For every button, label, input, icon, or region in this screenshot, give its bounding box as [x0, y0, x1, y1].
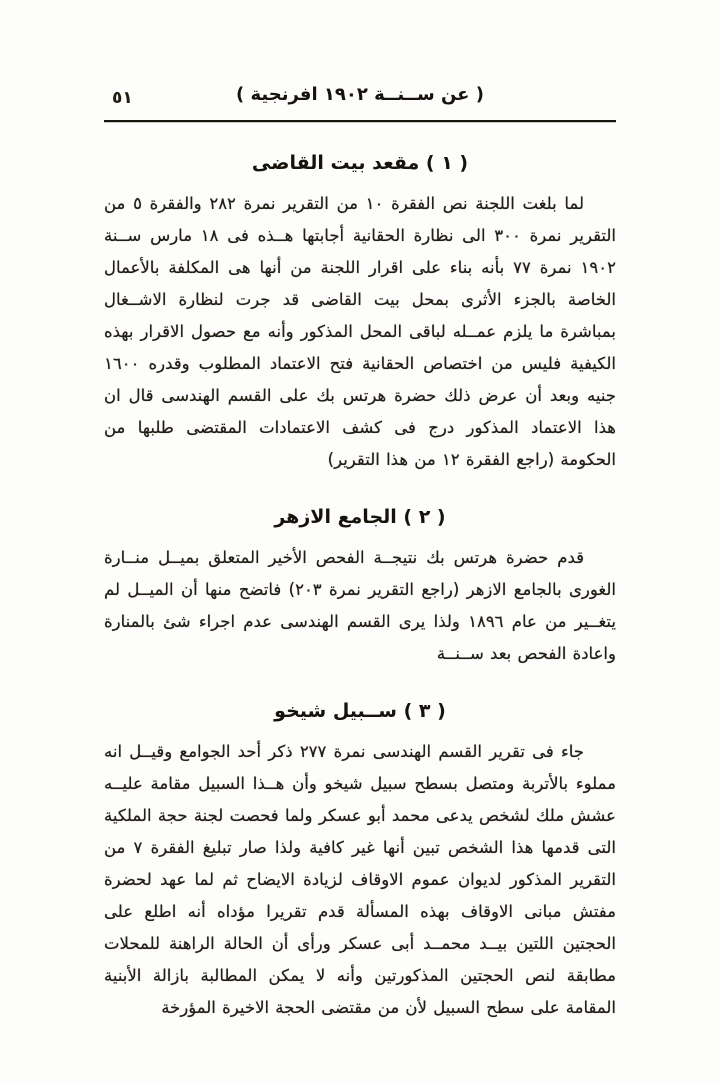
header-rule	[104, 120, 616, 122]
page-number: ٥١	[112, 88, 133, 108]
page-header	[104, 82, 616, 114]
section-2-paragraph: قدم حضرة هرتس بك نتيجــة الفحص الأخير المتعلق بميــل منــارة الغورى بالجامع الازهر (راجع التقرير نمرة ٢٠٣) فاتضح منها أن الميــل لم يتغــير من عام ١٨٩٦ ولذا يرى القسم الهندسى عدم اجراء شئ بالمنارة واعادة الفحص بعد ســنــة	[104, 548, 617, 663]
header-title: ( عن ســنــة ١٩٠٢ افرنجية )	[236, 84, 484, 105]
section-1-heading: ( ١ ) مقعد بيت القاضى	[251, 152, 469, 174]
section-3-paragraph: جاء فى تقرير القسم الهندسى نمرة ٢٧٧ ذكر أحد الجوامع وقيــل انه مملوء بالأتربة ومتصل بسطح سبيل شيخو وأن هــذا السبيل مقامة عليــه عشش ملك لشخص يدعى محمد أبو عسكر ولما فحصت لجنة حجة الملكية التى قدمها هذا الشخص تبين أنها غير كافية ولذا صار تبليغ الفقرة ٧ من التقرير المذكور لديوان عموم الاوقاف لزيادة الايضاح ثم لما عهد لحضرة مفتش مبانى الاوقاف بهذه المسألة قدم تقريرا مؤداه أنه اطلع على الحجتين اللتين بيــد محمــد أبى عسكر ورأى أن الحالة الراهنة للمحلات مطابقة لنص الحجتين المذكورتين وأنه لا يمكن المطالبة بازالة الأبنية المقامة على سطح السبيل لأن من مقتضى الحجة الاخيرة المؤرخة	[104, 742, 616, 1017]
section-1-paragraph: لما بلغت اللجنة نص الفقرة ١٠ من التقرير نمرة ٢٨٢ والفقرة ٥ من التقرير نمرة ٣٠٠ الى نظارة الحقانية أجابتها هــذه فى ١٨ مارس ســنة ١٩٠٢ نمرة ٧٧ بأنه بناء على اقرار اللجنة من أنها هى المكلفة بالأعمال الخاصة بالجزء الأثرى بمحل بيت القاضى قد جرت لنظارة الاشــغال بمباشرة ما يلزم عمــله لباقى المحل المذكور وأنه مع حصول الاقرار بهذه الكيفية فليس من اختصاص الحقانية فتح الاعتماد المطلوب وقدره ١٦٠٠ جنيه وبعد أن عرض ذلك حضرة هرتس بك على القسم الهندسى قال ان هذا الاعتماد المذكور درج فى كشف الاعتمادات المقتضى طلبها من الحكومة (راجع الفقرة ١٢ من هذا التقرير)	[104, 194, 617, 469]
section-1	[104, 152, 616, 476]
section-2-heading: ( ٢ ) الجامع الازهر	[274, 506, 446, 528]
section-3	[104, 700, 616, 1024]
section-3-heading: ( ٣ ) ســبيل شيخو	[274, 700, 446, 722]
page-content	[104, 82, 616, 1024]
section-2	[104, 506, 616, 670]
